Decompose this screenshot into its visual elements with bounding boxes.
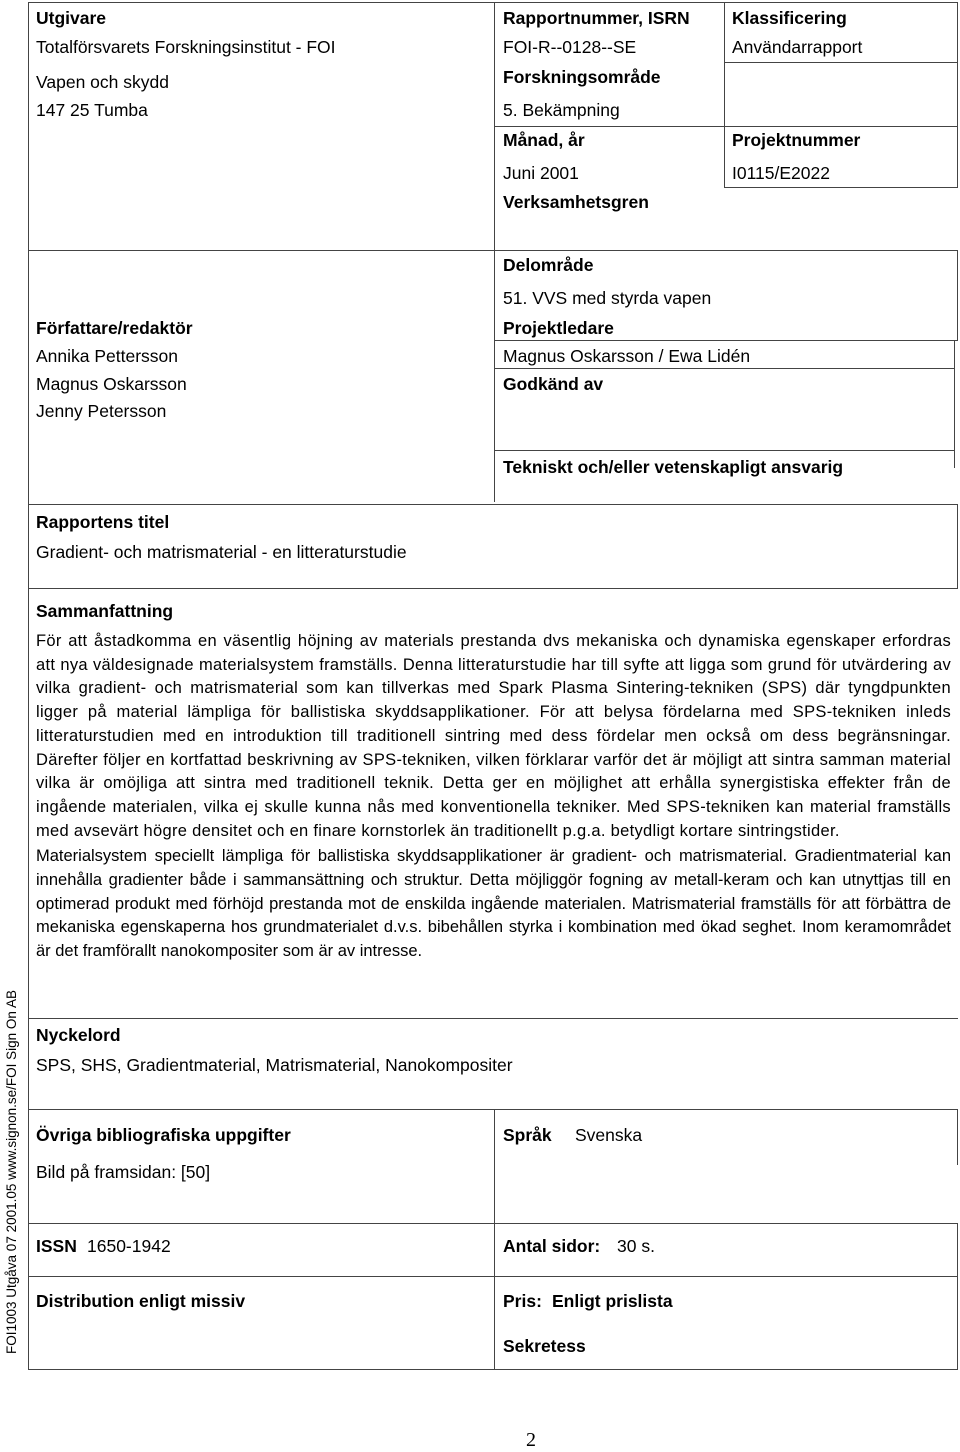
titel-top-line [28,504,958,505]
right-border-delomrade [957,250,958,340]
antal-sidor-heading: Antal sidor: [503,1236,601,1256]
forfattare-heading: Författare/redaktör [36,318,193,338]
nyckelord-value: SPS, SHS, Gradientmaterial, Matrismaterial, Nanokompositer [36,1055,513,1075]
table-right-border-top [957,2,958,188]
sprak-value: Svenska [575,1125,643,1145]
ovriga-heading: Övriga bibliografiska uppgifter [36,1125,291,1145]
sekretess-heading: Sekretess [503,1336,586,1356]
forfattare-line-1: Annika Pettersson [36,346,179,366]
distribution-heading: Distribution enligt missiv [36,1291,246,1311]
klassificering-value: Användarrapport [732,37,863,57]
utgivare-line-1: Totalförsvarets Forskningsinstitut - FOI [36,37,336,57]
utgivare-line-3: 147 25 Tumba [36,100,148,120]
projektledare-heading: Projektledare [503,318,614,338]
tekniskt-ansvarig-heading: Tekniskt och/eller vetenskapligt ansvarig [503,457,844,477]
right-border-titel [957,504,958,588]
issn-top-line [28,1223,958,1224]
issn-heading: ISSN [36,1236,77,1256]
sammanfattning-paragraph-1: För att åstadkomma en väsentlig höjning av materials prestanda dvs mekaniska och dynamiska egenskaper erfordras att nya väldesignade materialsystem framställs. Denna litteraturstudie har till syfte att ligga som grund för utvärdering av vilka gradient- och matrismaterial som kan tillverkas med Spark Plasma Sintering-tekniken (SPS) där tyngdpunkten ligger på material lämpliga för ballistiska skyddsapplikationer. För att belysa fördelarna med SPS-tekniken inleds litteraturstudien med en introduktion till traditionell sintring med dess fördelar men också om dess begränsningar. Därefter följer en kortfattad beskrivning av SPS-tekniken, vilken förklarar varför det är möjligt att sintra samman material vilka är omöjliga att sintra med traditionell teknik. Detta ger en möjlighet att erhålla synergistiska effekter från de ingående materialen, vilka ej skulle kunna nås med konventionella tekniker. Med SPS-tekniken kan material framställs med avsevärt högre densitet och en finare kornstorlek än traditionellt p.g.a. betydligt kortare sintringstider. [36,632,951,840]
pris-heading: Pris: [503,1291,542,1311]
forskningsomrade-heading: Forskningsområde [503,67,661,87]
right-border-sprak [957,1109,958,1165]
rapportnummer-value: FOI-R--0128--SE [503,37,637,57]
column-divider-bottom [494,1109,495,1370]
klass-bottom-line [724,62,958,63]
projnr-bottom-line [724,187,958,188]
form-identifier-sidebar: FOI1003 Utgåva 07 2001.05 www.signon.se/FOI Sign On AB [4,990,19,1354]
forskningsomrade-value: 5. Bekämpning [503,100,620,120]
projledare-line [494,340,958,341]
nyckelord-heading: Nyckelord [36,1025,121,1045]
table-left-border [28,2,29,1370]
ovriga-top-line [28,1109,958,1110]
klassificering-heading: Klassificering [732,8,847,28]
antal-sidor-value: 30 s. [617,1236,655,1256]
sammanfattning-paragraph-2: Materialsystem speciellt lämpliga för ballistiska skyddsapplikationer är gradient- och matrismaterial. Gradientmaterial kan innehålla gradienter både i sammansättning och struktur. Detta möjliggör fogning av metall-keram och kan utnyttjas till en optimerad produkt med förhöjd prestanda mot de enskilda ingående materialen. Matrismaterial framställs för att förbättra de mekaniska egenskaperna hos grundmaterialet d.v.s. bibehållen styrka i kombination med ökad seghet. Inom keramområdet är det framförallt nanokompositer som är av intresse. [36,847,951,961]
right-border-godkand [954,340,955,468]
sammanfattning-body [36,630,951,964]
issn-value: 1650-1942 [87,1236,171,1256]
nyckelord-top-line [28,1018,958,1019]
utgivare-heading: Utgivare [36,8,107,28]
pris-value: Enligt prislista [552,1291,673,1311]
distribution-top-line [28,1276,958,1277]
verksamhetsgren-heading: Verksamhetsgren [503,192,649,212]
column-divider-2 [724,2,725,188]
godkand-av-heading: Godkänd av [503,374,604,394]
forfattare-line-2: Magnus Oskarsson [36,374,187,394]
utgivare-line-2: Vapen och skydd [36,72,169,92]
rapportens-titel-heading: Rapportens titel [36,512,170,532]
delomrade-value: 51. VVS med styrda vapen [503,288,712,308]
sammanfattning-heading: Sammanfattning [36,601,174,621]
right-border-bottom [957,1223,958,1370]
page-number: 2 [526,1429,536,1451]
delomrade-heading: Delområde [503,255,594,275]
manad-ar-heading: Månad, år [503,130,585,150]
sprak-heading: Språk [503,1125,552,1145]
godkand-line [494,368,954,369]
rapportnummer-heading: Rapportnummer, ISRN [503,8,690,28]
table-bottom-border [28,1369,958,1370]
forfattare-line-3: Jenny Petersson [36,401,167,421]
manad-top-line [494,126,958,127]
tekniskt-top-line [494,450,954,451]
column-divider-1 [494,2,495,502]
sammanfattning-top-line [28,588,958,589]
ovriga-value: Bild på framsidan: [50] [36,1162,211,1182]
projektledare-value: Magnus Oskarsson / Ewa Lidén [503,346,751,366]
projektnummer-value: I0115/E2022 [732,163,830,183]
rapportens-titel-value: Gradient- och matrismaterial - en litteraturstudie [36,542,407,562]
delomrade-top-line [28,250,958,251]
projektnummer-heading: Projektnummer [732,130,861,150]
manad-ar-value: Juni 2001 [503,163,579,183]
table-top-border [28,2,958,3]
